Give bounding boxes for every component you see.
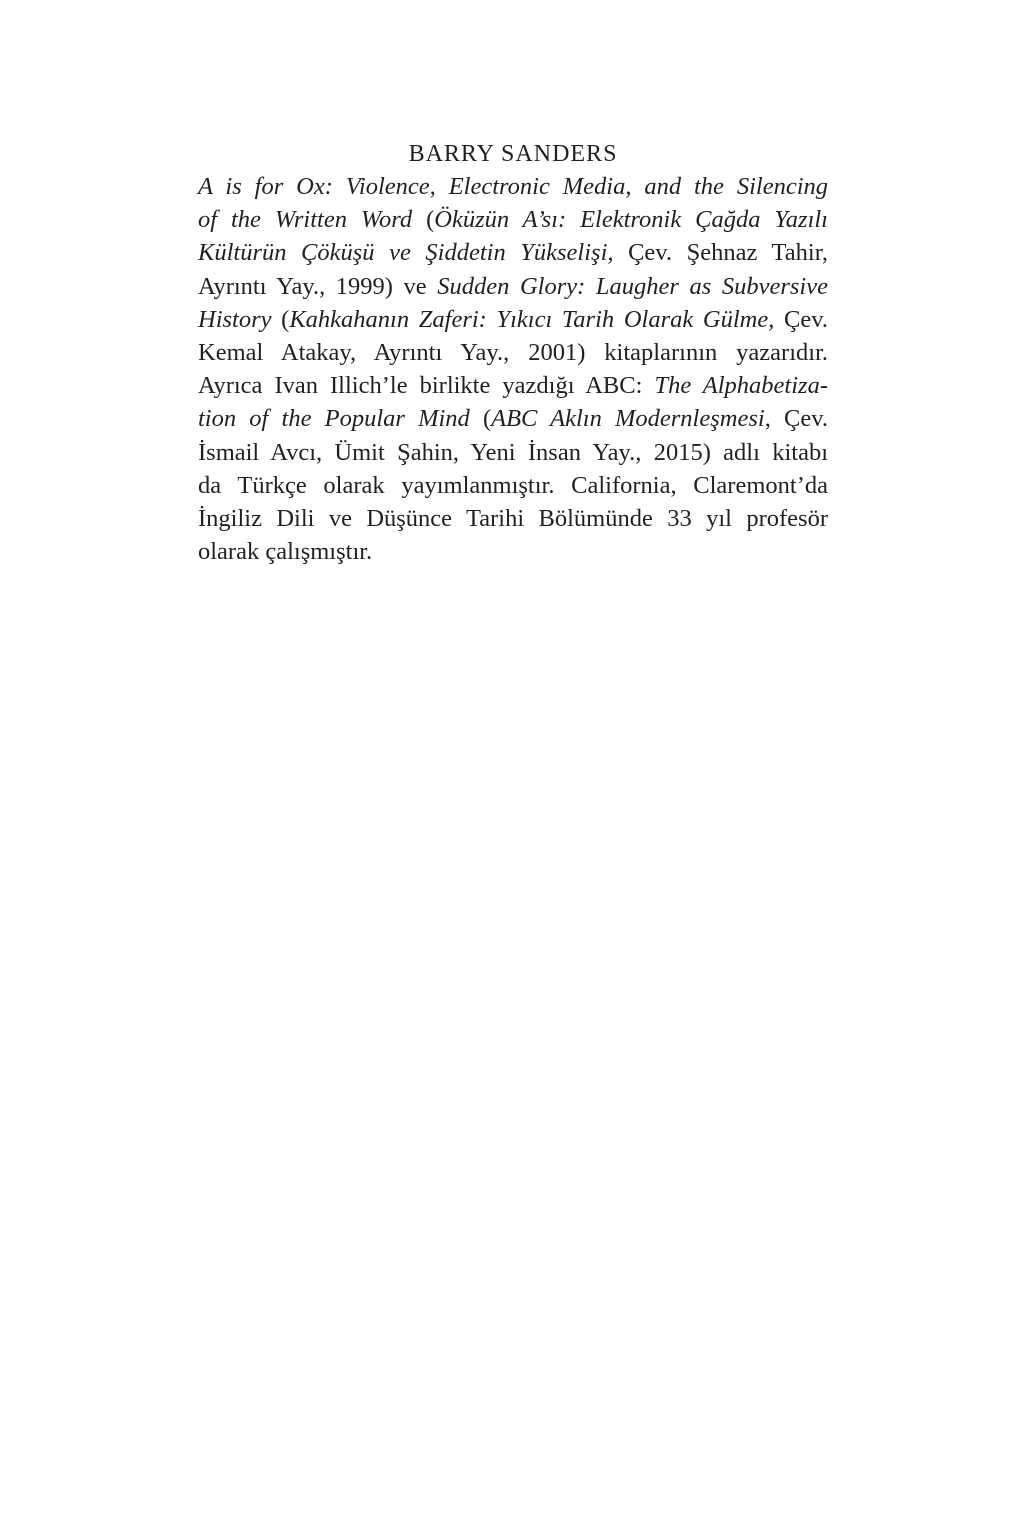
bio-line: [198, 236, 828, 269]
bio-line: [198, 203, 828, 236]
bio-text-segment: Ayrıca Ivan Illich’le birlikte yazdığı ABC:: [198, 372, 655, 400]
author-name: BARRY SANDERS: [408, 141, 618, 167]
bio-line: [198, 402, 828, 435]
bio-line: [198, 469, 828, 502]
bio-line: [198, 170, 828, 203]
bio-title-segment: ABC Aklın Modernleşmesi: [491, 405, 765, 433]
bio-title-segment: History: [198, 305, 272, 333]
bio-title-segment: The Alphabetiza-: [654, 372, 828, 400]
bio-title-segment: Kahkahanın Zaferi: Yıkıcı Tarih Olarak Gülme,: [289, 305, 775, 333]
bio-text-segment: İngiliz Dili ve Düşünce Tarihi Bölümünde 33 yıl profesör: [198, 504, 828, 532]
bio-text-segment: Çev.: [774, 305, 828, 333]
bio-text-segment: İsmail Avcı, Ümit Şahin, Yeni İnsan Yay., 2015) adlı kitabı: [198, 438, 828, 466]
bio-title-segment: Öküzün A’sı: Elektronik Çağda Yazılı: [434, 206, 828, 234]
bio-line: [198, 502, 828, 535]
bio-line: [198, 303, 828, 336]
bio-line: [198, 336, 828, 369]
bio-text-segment: (: [412, 206, 435, 234]
bio-title-segment: A is for Ox: Violence, Electronic Media, and the Silencing: [198, 173, 828, 200]
author-bio-block: [198, 138, 828, 568]
bio-title-segment: Kültürün Çöküşü ve Şiddetin Yükselişi,: [198, 239, 614, 267]
bio-line: [198, 270, 828, 303]
bio-text-segment: da Türkçe olarak yayımlanmıştır. California, Claremont’da: [198, 471, 828, 499]
bio-title-segment: tion of the Popular Mind: [198, 405, 470, 433]
bio-line: [198, 369, 828, 402]
bio-line: [198, 535, 828, 568]
bio-text-segment: olarak çalışmıştır.: [198, 538, 373, 566]
bio-text-segment: Çev. Şehnaz Tahir,: [613, 239, 828, 267]
bio-text-segment: Ayrıntı Yay., 1999) ve: [198, 272, 438, 300]
bio-line: [198, 436, 828, 469]
bio-title-segment: of the Written Word: [198, 206, 413, 234]
author-bio-text: [198, 170, 828, 568]
bio-text-segment: (: [469, 405, 492, 433]
bio-title-segment: Sudden Glory: Laugher as Subversive: [437, 272, 828, 300]
bio-text-segment: Kemal Atakay, Ayrıntı Yay., 2001) kitaplarının yazarıdır.: [198, 338, 828, 366]
bio-text-segment: (: [271, 305, 290, 333]
bio-text-segment: , Çev.: [764, 405, 828, 433]
